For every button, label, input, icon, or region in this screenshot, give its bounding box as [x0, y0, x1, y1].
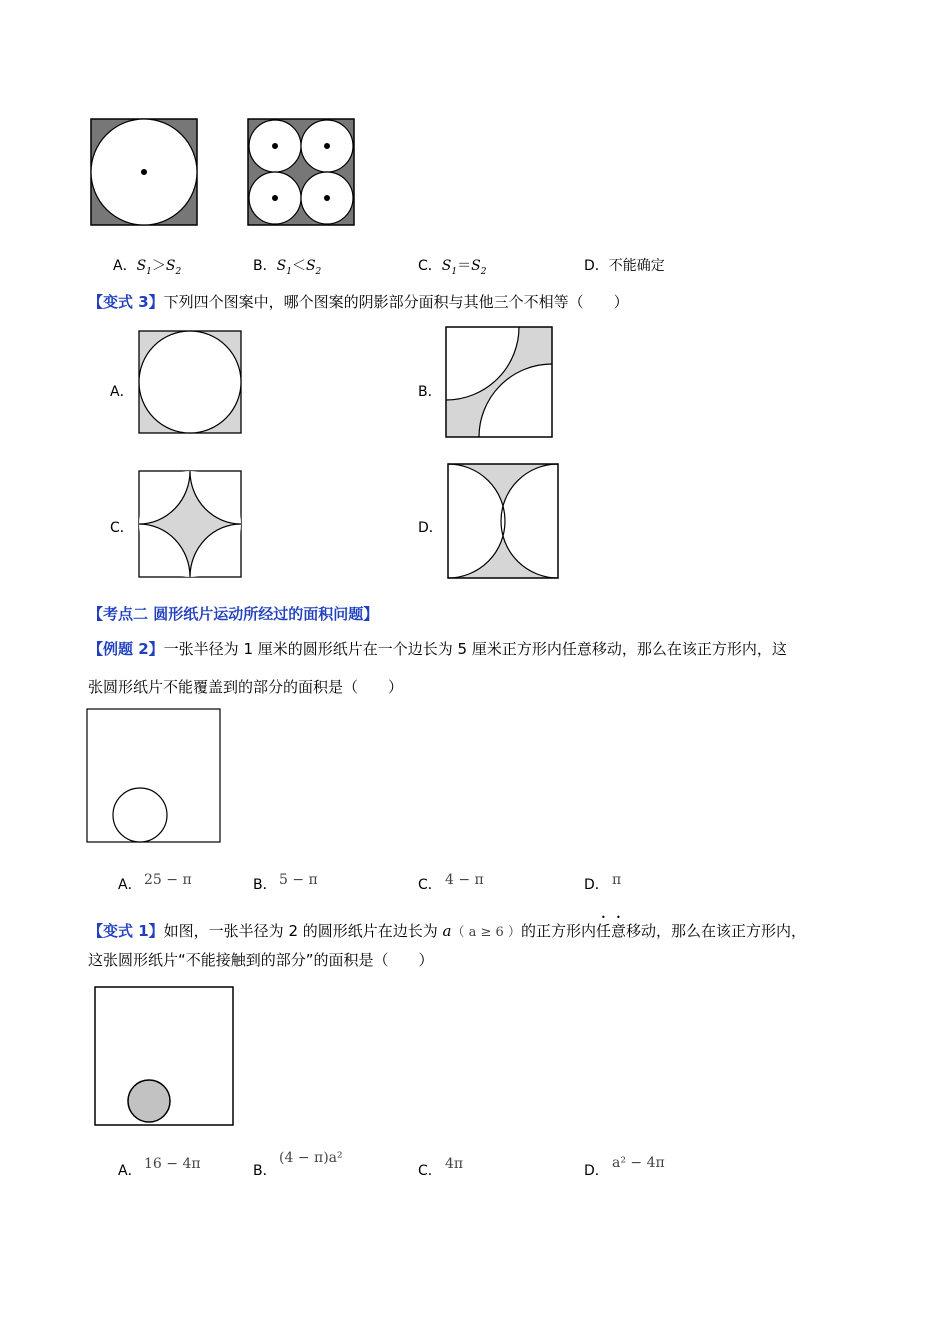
- emphasis-text: 任意: [595, 922, 626, 940]
- example2-option-c-value: 4 − π: [445, 872, 484, 888]
- variant3-label-b[interactable]: B．: [418, 384, 442, 400]
- option-c-top[interactable]: C．$S_1=S_2$: [418, 258, 487, 277]
- example2-line1: 【例题 2】一张半径为 1 厘米的圆形纸片在一个边长为 5 厘米正方形内任意移动，那么在该正方形内，这: [88, 640, 787, 658]
- variant3-figure-b: [444, 325, 556, 441]
- variant1-option-a[interactable]: A．: [118, 1163, 142, 1179]
- example2-line2: 张圆形纸片不能覆盖到的部分的面积是（ ）: [88, 678, 404, 696]
- variant1-option-b[interactable]: B．: [253, 1163, 277, 1179]
- figure-single-circle: [90, 118, 200, 228]
- variant1-option-b-value: (4 − π)a²: [279, 1150, 343, 1166]
- variant1-line2: 这张圆形纸片“不能接触到的部分”的面积是（ ）: [88, 951, 434, 969]
- example2-option-a[interactable]: A．: [118, 877, 142, 893]
- example2-option-b-value: 5 − π: [279, 872, 318, 888]
- variant1-option-c[interactable]: C．: [418, 1163, 442, 1179]
- option-b-top[interactable]: B．$S_1<S_2$: [253, 258, 322, 277]
- variant1-figure: [94, 986, 236, 1128]
- option-a-top[interactable]: A．$S_1>S_2$: [113, 258, 182, 277]
- variant1-line1: 【变式 1】如图，一张半径为 2 的圆形纸片在边长为 a（ a ≥ 6 ）的正方形内任意移动，那么在该正方形内，: [88, 922, 806, 940]
- variant3-figure-a: [138, 330, 244, 436]
- example2-option-a-value: 25 − π: [144, 872, 192, 888]
- variant3-label-c[interactable]: C．: [110, 520, 134, 536]
- variant1-option-d-value: a² − 4π: [612, 1155, 665, 1171]
- example2-tag: 【例题 2】: [88, 640, 164, 658]
- variant3-label-d[interactable]: D．: [418, 520, 443, 536]
- variant3-question: 【变式 3】下列四个图案中，哪个图案的阴影部分面积与其他三个不相等（ ）: [88, 293, 629, 311]
- section2-heading: 【考点二 圆形纸片运动所经过的面积问题】: [88, 605, 379, 623]
- variant3-figure-d: [446, 462, 560, 580]
- option-d-top[interactable]: D．不能确定: [584, 258, 665, 274]
- variant1-option-c-value: 4π: [445, 1156, 464, 1172]
- example2-figure: [86, 708, 222, 844]
- example2-option-c[interactable]: C．: [418, 877, 442, 893]
- example2-option-d[interactable]: D．: [584, 877, 609, 893]
- variant1-tag: 【变式 1】: [88, 922, 164, 940]
- example2-option-d-value: π: [612, 872, 622, 888]
- figure-four-circles: [247, 118, 357, 228]
- variant3-figure-c: [138, 470, 244, 580]
- variant3-label-a[interactable]: A．: [110, 384, 134, 400]
- variant3-tag: 【变式 3】: [88, 293, 164, 311]
- variant1-option-d[interactable]: D．: [584, 1163, 609, 1179]
- example2-option-b[interactable]: B．: [253, 877, 277, 893]
- variant1-option-a-value: 16 − 4π: [144, 1156, 201, 1172]
